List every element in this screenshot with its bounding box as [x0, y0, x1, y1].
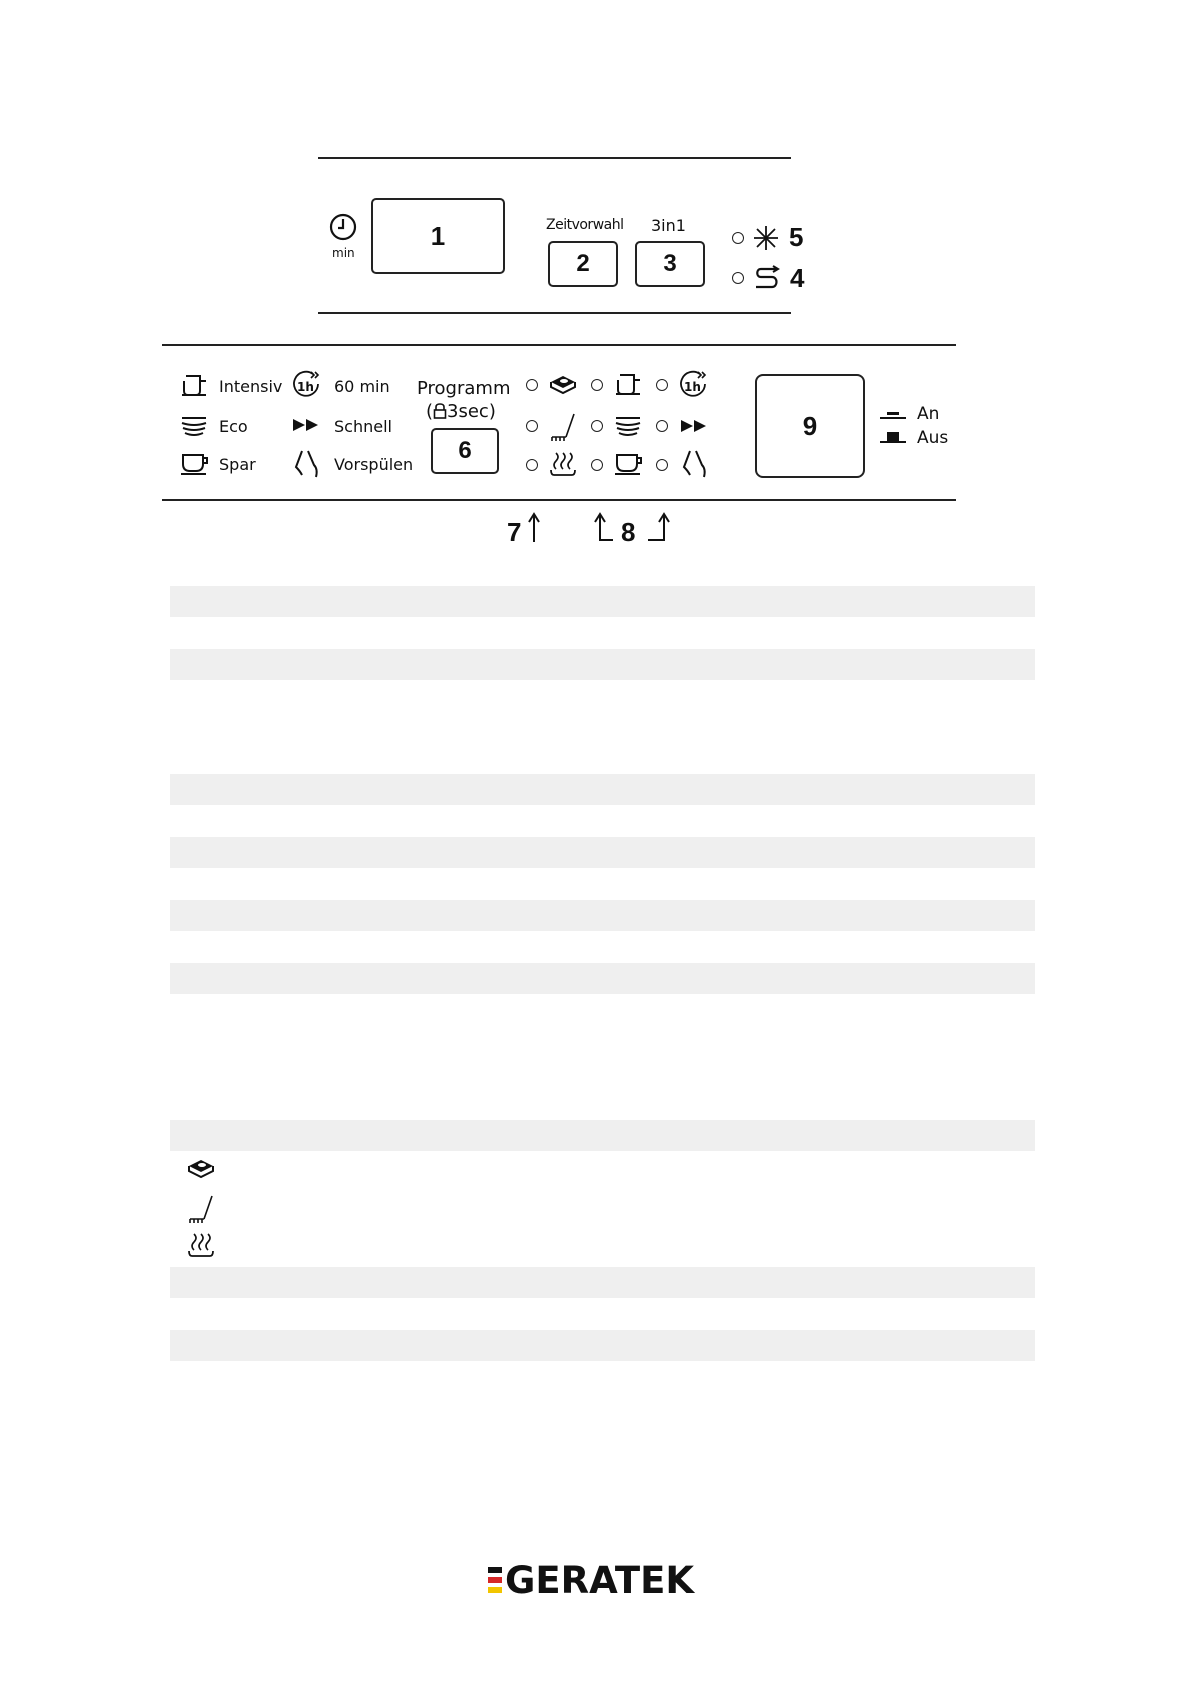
power-off-icon — [878, 430, 908, 446]
svg-text:1h: 1h — [297, 380, 314, 394]
led-spar — [591, 459, 603, 471]
plates-icon — [180, 414, 208, 438]
pot-icon — [180, 373, 208, 399]
cup-icon — [180, 452, 210, 476]
program-label-spar: Spar — [219, 455, 256, 474]
led-eco — [591, 420, 603, 432]
led-intensiv — [591, 379, 603, 391]
tablet-icon — [548, 372, 578, 398]
table-row — [170, 900, 1035, 931]
brand-logo: GERATEK — [505, 1559, 695, 1602]
rinse-aid-icon — [186, 1192, 216, 1224]
table-row — [170, 837, 1035, 868]
button-2[interactable] — [548, 241, 618, 287]
led-schnell — [656, 420, 668, 432]
rinse-icon — [292, 449, 322, 479]
svg-text:1h: 1h — [684, 380, 701, 394]
lock-icon — [433, 403, 447, 419]
table-row — [170, 649, 1035, 680]
button-9-label: 9 — [802, 410, 818, 441]
led-dry — [526, 459, 538, 471]
button-9[interactable] — [755, 374, 865, 478]
brand-bar-gold — [488, 1587, 502, 1593]
pot-icon — [614, 372, 642, 398]
snowflake-icon — [752, 224, 780, 252]
one-hour-icon — [291, 370, 321, 400]
display-1 — [371, 198, 505, 274]
brand-flag-icon — [488, 1567, 502, 1597]
lock-close-paren: ) — [488, 401, 496, 422]
arrow-corner-left-icon — [592, 512, 614, 544]
regenerate-icon — [752, 265, 782, 293]
plates-icon — [614, 414, 642, 438]
3in1-label: 3in1 — [651, 216, 686, 235]
indicator-4-number: 4 — [790, 263, 805, 293]
table-row — [170, 1120, 1035, 1151]
lock-label: 3sec — [447, 401, 489, 422]
display-1-number: 1 — [430, 220, 446, 251]
rinse-icon — [680, 449, 710, 479]
brand-bar-red — [488, 1577, 502, 1583]
zeitvorwahl-label: Zeitvorwahl — [546, 217, 624, 233]
rinse-aid-icon — [548, 410, 578, 442]
arrow-corner-right-icon — [647, 512, 671, 544]
one-hour-icon — [678, 370, 708, 400]
program-label-intensiv: Intensiv — [219, 377, 283, 396]
led-vorspulen — [656, 459, 668, 471]
cup-icon — [614, 452, 644, 476]
power-on-icon — [878, 410, 908, 422]
dry-heat-icon — [548, 450, 578, 480]
table-row — [170, 774, 1035, 805]
arrow-up-icon — [526, 512, 542, 544]
button-3-label: 3 — [663, 250, 677, 277]
bottom-panel-line-bottom — [162, 499, 956, 501]
table-row — [170, 1267, 1035, 1298]
button-2-label: 2 — [576, 250, 590, 277]
dry-heat-icon — [186, 1231, 216, 1261]
tablet-icon — [186, 1156, 216, 1182]
brand-bar-black — [488, 1567, 502, 1573]
callout-7: 7 — [507, 517, 522, 547]
led-4 — [732, 272, 744, 284]
button-6[interactable] — [431, 428, 499, 474]
table-row — [170, 1330, 1035, 1361]
led-60min — [656, 379, 668, 391]
timer-unit-label: min — [332, 246, 355, 260]
programm-label: Programm — [417, 378, 511, 399]
fast-forward-icon — [680, 419, 710, 433]
lock-label-wrap — [426, 401, 496, 422]
program-label-60min: 60 min — [334, 377, 390, 396]
top-panel-line-top — [318, 157, 791, 159]
power-off-label: Aus — [917, 428, 949, 448]
button-3[interactable] — [635, 241, 705, 287]
indicator-5-number: 5 — [789, 222, 804, 252]
table-row — [170, 963, 1035, 994]
led-tablet — [526, 379, 538, 391]
table-row — [170, 586, 1035, 617]
callout-8: 8 — [621, 517, 636, 547]
fast-forward-icon — [292, 418, 322, 432]
led-rinse-aid — [526, 420, 538, 432]
program-label-eco: Eco — [219, 417, 248, 436]
lock-open-paren: ( — [426, 401, 434, 422]
button-6-label: 6 — [458, 437, 472, 464]
led-5 — [732, 232, 744, 244]
bottom-panel-line-top — [162, 344, 956, 346]
program-label-vorspulen: Vorspülen — [334, 455, 414, 474]
clock-icon — [328, 212, 360, 244]
program-label-schnell: Schnell — [334, 417, 392, 436]
top-panel-line-bottom — [318, 312, 791, 314]
power-on-label: An — [917, 404, 940, 424]
